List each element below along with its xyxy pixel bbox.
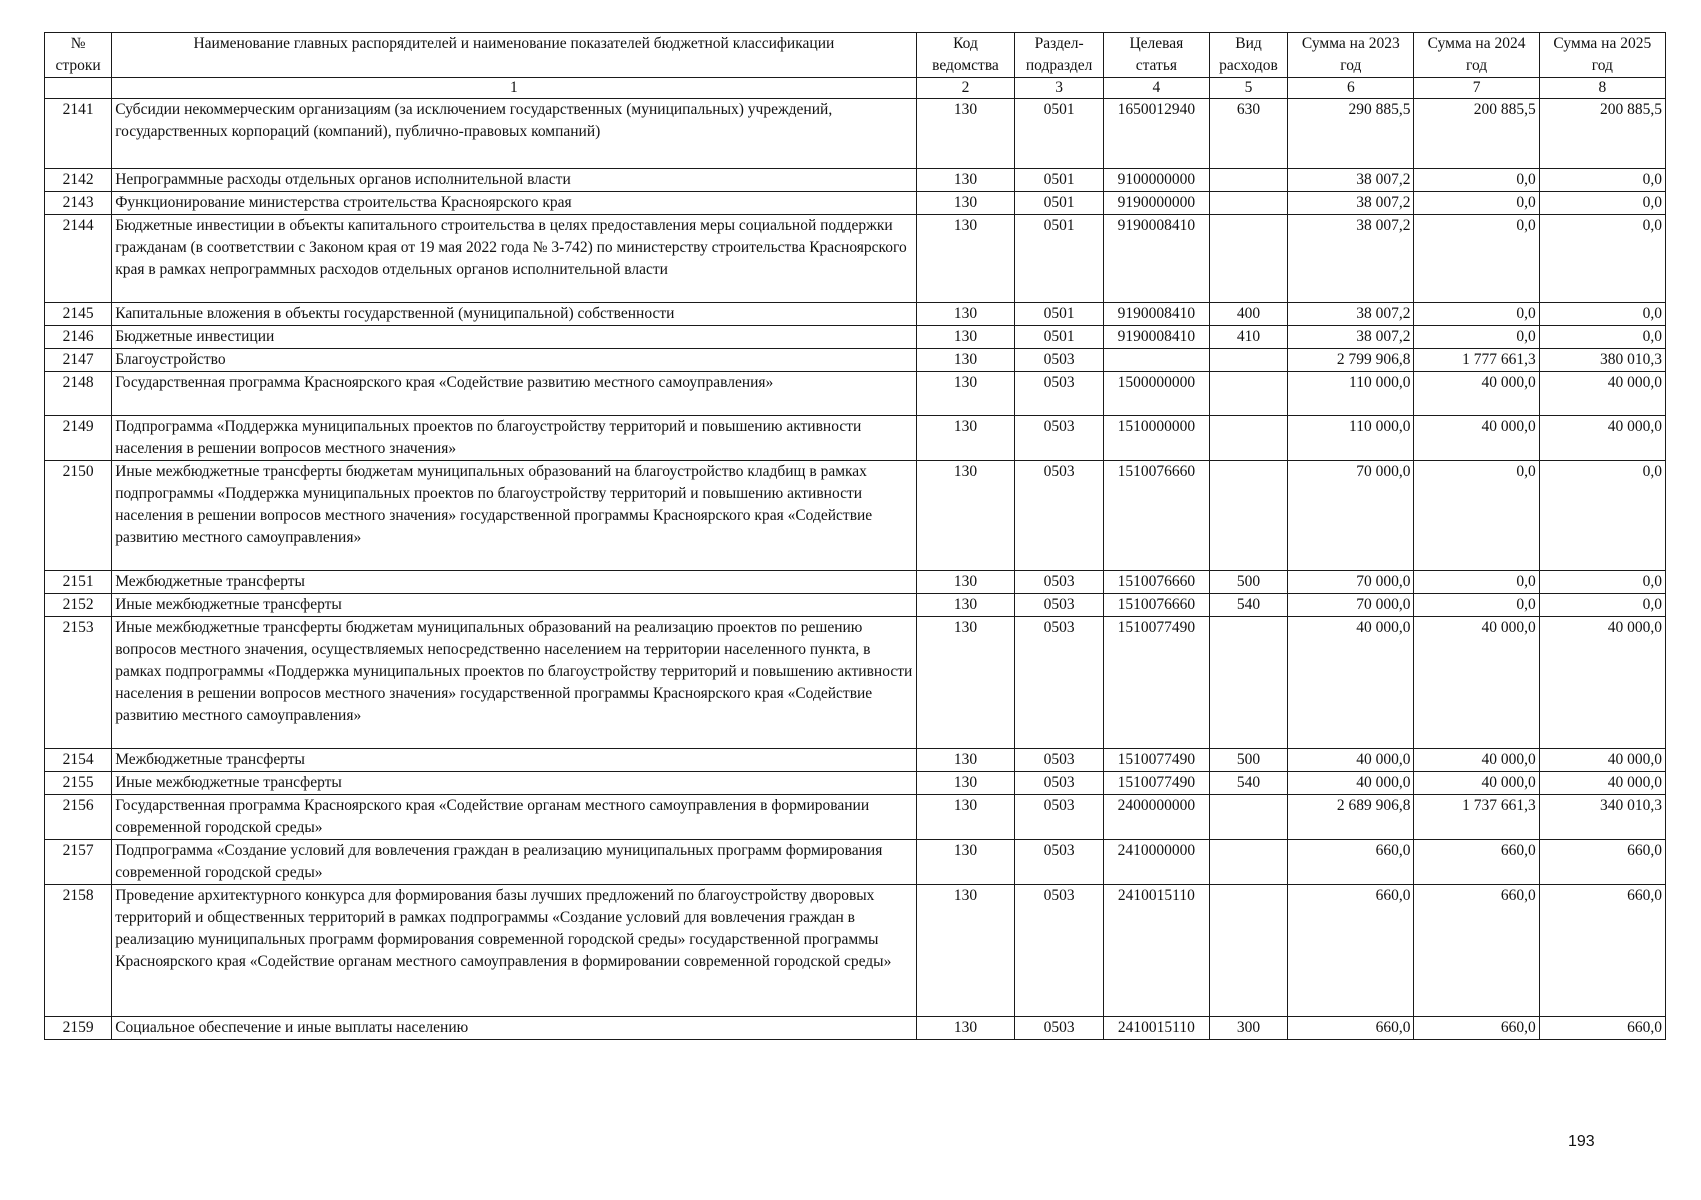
row-sum-2024: 660,0 bbox=[1414, 840, 1539, 885]
table-header bbox=[45, 33, 1666, 99]
table-row bbox=[45, 594, 1666, 617]
table-row bbox=[45, 885, 1666, 1017]
row-expense-type: 540 bbox=[1209, 594, 1287, 617]
row-sum-2025: 40 000,0 bbox=[1539, 772, 1665, 795]
row-name: Государственная программа Красноярского края «Содействие развитию местного самоуправления» bbox=[112, 372, 916, 416]
row-expense-type bbox=[1209, 795, 1287, 840]
row-number: 2142 bbox=[45, 169, 112, 192]
row-number: 2155 bbox=[45, 772, 112, 795]
row-name: Иные межбюджетные трансферты бюджетам муниципальных образований на благоустройство кладбищ в рамках подпрограммы «Поддержка муниципальных проектов по благоустройству территорий и повышению активности населения в решении вопросов местного значения» государственной программы Красноярского края «Содействие развитию местного самоуправления» bbox=[112, 461, 916, 571]
row-target-article: 9190008410 bbox=[1103, 326, 1209, 349]
row-expense-type: 540 bbox=[1209, 772, 1287, 795]
row-sum-2024: 660,0 bbox=[1414, 885, 1539, 1017]
row-section: 0503 bbox=[1015, 571, 1104, 594]
header-dept-code: Код ведомства bbox=[916, 33, 1015, 78]
row-name: Межбюджетные трансферты bbox=[112, 571, 916, 594]
table-row bbox=[45, 372, 1666, 416]
row-sum-2024: 660,0 bbox=[1414, 1017, 1539, 1040]
row-sum-2023: 38 007,2 bbox=[1288, 326, 1414, 349]
row-dept-code: 130 bbox=[916, 303, 1015, 326]
row-number: 2152 bbox=[45, 594, 112, 617]
row-target-article: 1500000000 bbox=[1103, 372, 1209, 416]
row-target-article: 9190000000 bbox=[1103, 192, 1209, 215]
header-sum-2025: Сумма на 2025 год bbox=[1539, 33, 1665, 78]
row-dept-code: 130 bbox=[916, 795, 1015, 840]
row-expense-type: 410 bbox=[1209, 326, 1287, 349]
header-col-num-2: 2 bbox=[916, 78, 1015, 99]
row-number: 2147 bbox=[45, 349, 112, 372]
row-sum-2025: 40 000,0 bbox=[1539, 416, 1665, 461]
row-section: 0503 bbox=[1015, 594, 1104, 617]
row-dept-code: 130 bbox=[916, 349, 1015, 372]
row-number: 2157 bbox=[45, 840, 112, 885]
row-section: 0503 bbox=[1015, 749, 1104, 772]
row-section: 0503 bbox=[1015, 772, 1104, 795]
row-section: 0503 bbox=[1015, 349, 1104, 372]
row-expense-type: 300 bbox=[1209, 1017, 1287, 1040]
row-target-article: 1510077490 bbox=[1103, 749, 1209, 772]
row-expense-type bbox=[1209, 885, 1287, 1017]
row-number: 2150 bbox=[45, 461, 112, 571]
row-sum-2024: 40 000,0 bbox=[1414, 372, 1539, 416]
row-sum-2023: 660,0 bbox=[1288, 1017, 1414, 1040]
row-name: Функционирование министерства строительства Красноярского края bbox=[112, 192, 916, 215]
page-number: 193 bbox=[1568, 1133, 1595, 1150]
row-sum-2025: 40 000,0 bbox=[1539, 617, 1665, 749]
row-sum-2024: 40 000,0 bbox=[1414, 749, 1539, 772]
row-section: 0503 bbox=[1015, 795, 1104, 840]
budget-table bbox=[44, 32, 1666, 1040]
row-sum-2024: 0,0 bbox=[1414, 571, 1539, 594]
row-sum-2024: 0,0 bbox=[1414, 326, 1539, 349]
row-name: Иные межбюджетные трансферты bbox=[112, 594, 916, 617]
row-target-article: 1510077490 bbox=[1103, 772, 1209, 795]
row-name: Субсидии некоммерческим организациям (за исключением государственных (муниципальных) учреждений, государственных корпораций (компаний), публично-правовых компаний) bbox=[112, 99, 916, 169]
row-target-article: 2410000000 bbox=[1103, 840, 1209, 885]
row-section: 0501 bbox=[1015, 303, 1104, 326]
row-section: 0503 bbox=[1015, 1017, 1104, 1040]
row-sum-2023: 70 000,0 bbox=[1288, 594, 1414, 617]
row-section: 0503 bbox=[1015, 617, 1104, 749]
row-name: Бюджетные инвестиции bbox=[112, 326, 916, 349]
row-target-article bbox=[1103, 349, 1209, 372]
table-row bbox=[45, 303, 1666, 326]
row-dept-code: 130 bbox=[916, 594, 1015, 617]
row-target-article: 9190008410 bbox=[1103, 215, 1209, 303]
row-number: 2154 bbox=[45, 749, 112, 772]
row-section: 0501 bbox=[1015, 99, 1104, 169]
row-sum-2025: 660,0 bbox=[1539, 1017, 1665, 1040]
row-target-article: 1510000000 bbox=[1103, 416, 1209, 461]
row-dept-code: 130 bbox=[916, 772, 1015, 795]
header-col-num-blank bbox=[45, 78, 112, 99]
row-dept-code: 130 bbox=[916, 461, 1015, 571]
row-sum-2023: 110 000,0 bbox=[1288, 372, 1414, 416]
header-col-num-5: 5 bbox=[1209, 78, 1287, 99]
row-expense-type bbox=[1209, 840, 1287, 885]
row-sum-2023: 110 000,0 bbox=[1288, 416, 1414, 461]
row-sum-2024: 1 737 661,3 bbox=[1414, 795, 1539, 840]
table-body bbox=[45, 99, 1666, 1040]
row-expense-type bbox=[1209, 169, 1287, 192]
row-expense-type bbox=[1209, 192, 1287, 215]
row-sum-2023: 38 007,2 bbox=[1288, 215, 1414, 303]
row-target-article: 9100000000 bbox=[1103, 169, 1209, 192]
row-sum-2025: 380 010,3 bbox=[1539, 349, 1665, 372]
row-sum-2025: 200 885,5 bbox=[1539, 99, 1665, 169]
row-dept-code: 130 bbox=[916, 840, 1015, 885]
row-expense-type bbox=[1209, 215, 1287, 303]
row-sum-2024: 0,0 bbox=[1414, 215, 1539, 303]
row-dept-code: 130 bbox=[916, 192, 1015, 215]
row-sum-2025: 0,0 bbox=[1539, 571, 1665, 594]
row-sum-2023: 38 007,2 bbox=[1288, 192, 1414, 215]
row-sum-2024: 0,0 bbox=[1414, 303, 1539, 326]
row-sum-2025: 40 000,0 bbox=[1539, 749, 1665, 772]
header-col-num-8: 8 bbox=[1539, 78, 1665, 99]
row-dept-code: 130 bbox=[916, 215, 1015, 303]
row-sum-2023: 38 007,2 bbox=[1288, 169, 1414, 192]
table-row bbox=[45, 461, 1666, 571]
row-dept-code: 130 bbox=[916, 372, 1015, 416]
row-dept-code: 130 bbox=[916, 885, 1015, 1017]
row-sum-2025: 40 000,0 bbox=[1539, 372, 1665, 416]
row-sum-2023: 660,0 bbox=[1288, 885, 1414, 1017]
row-name: Непрограммные расходы отдельных органов исполнительной власти bbox=[112, 169, 916, 192]
table-row bbox=[45, 326, 1666, 349]
row-target-article: 1510077490 bbox=[1103, 617, 1209, 749]
row-sum-2023: 2 689 906,8 bbox=[1288, 795, 1414, 840]
budget-sheet bbox=[44, 32, 1666, 1040]
row-section: 0501 bbox=[1015, 326, 1104, 349]
row-sum-2023: 660,0 bbox=[1288, 840, 1414, 885]
row-sum-2024: 1 777 661,3 bbox=[1414, 349, 1539, 372]
row-sum-2024: 40 000,0 bbox=[1414, 617, 1539, 749]
row-name: Благоустройство bbox=[112, 349, 916, 372]
row-section: 0503 bbox=[1015, 461, 1104, 571]
row-name: Государственная программа Красноярского края «Содействие органам местного самоуправления в формировании современной городской среды» bbox=[112, 795, 916, 840]
row-target-article: 1510076660 bbox=[1103, 571, 1209, 594]
row-number: 2141 bbox=[45, 99, 112, 169]
table-row bbox=[45, 772, 1666, 795]
row-sum-2024: 0,0 bbox=[1414, 169, 1539, 192]
row-sum-2023: 70 000,0 bbox=[1288, 461, 1414, 571]
header-sum-2023: Сумма на 2023 год bbox=[1288, 33, 1414, 78]
table-row bbox=[45, 416, 1666, 461]
row-sum-2025: 0,0 bbox=[1539, 169, 1665, 192]
row-section: 0501 bbox=[1015, 215, 1104, 303]
table-row bbox=[45, 192, 1666, 215]
row-section: 0503 bbox=[1015, 416, 1104, 461]
row-sum-2025: 340 010,3 bbox=[1539, 795, 1665, 840]
table-row bbox=[45, 617, 1666, 749]
row-target-article: 1650012940 bbox=[1103, 99, 1209, 169]
row-sum-2024: 40 000,0 bbox=[1414, 416, 1539, 461]
row-dept-code: 130 bbox=[916, 99, 1015, 169]
table-row bbox=[45, 571, 1666, 594]
row-name: Подпрограмма «Поддержка муниципальных проектов по благоустройству территорий и повышению активности населения в решении вопросов местного значения» bbox=[112, 416, 916, 461]
row-section: 0503 bbox=[1015, 840, 1104, 885]
row-expense-type: 630 bbox=[1209, 99, 1287, 169]
table-row bbox=[45, 99, 1666, 169]
row-dept-code: 130 bbox=[916, 749, 1015, 772]
row-sum-2024: 0,0 bbox=[1414, 192, 1539, 215]
header-sum-2024: Сумма на 2024 год bbox=[1414, 33, 1539, 78]
header-expense-type: Вид расходов bbox=[1209, 33, 1287, 78]
row-sum-2024: 0,0 bbox=[1414, 461, 1539, 571]
row-sum-2025: 0,0 bbox=[1539, 461, 1665, 571]
header-target-article: Целевая статья bbox=[1103, 33, 1209, 78]
row-sum-2025: 0,0 bbox=[1539, 215, 1665, 303]
row-expense-type bbox=[1209, 372, 1287, 416]
table-row bbox=[45, 795, 1666, 840]
header-col-num-6: 6 bbox=[1288, 78, 1414, 99]
row-sum-2025: 0,0 bbox=[1539, 326, 1665, 349]
row-target-article: 2410015110 bbox=[1103, 885, 1209, 1017]
header-col-num-7: 7 bbox=[1414, 78, 1539, 99]
table-row bbox=[45, 840, 1666, 885]
row-dept-code: 130 bbox=[916, 571, 1015, 594]
row-number: 2148 bbox=[45, 372, 112, 416]
row-dept-code: 130 bbox=[916, 326, 1015, 349]
row-sum-2025: 0,0 bbox=[1539, 594, 1665, 617]
header-col-num-3: 3 bbox=[1015, 78, 1104, 99]
row-number: 2146 bbox=[45, 326, 112, 349]
row-section: 0503 bbox=[1015, 885, 1104, 1017]
row-expense-type: 500 bbox=[1209, 571, 1287, 594]
row-sum-2025: 0,0 bbox=[1539, 303, 1665, 326]
row-name: Социальное обеспечение и иные выплаты населению bbox=[112, 1017, 916, 1040]
table-row bbox=[45, 1017, 1666, 1040]
row-sum-2025: 660,0 bbox=[1539, 840, 1665, 885]
row-name: Бюджетные инвестиции в объекты капитального строительства в целях предоставления меры социальной поддержки гражданам (в соответствии с Законом края от 19 мая 2022 года № 3-742) по министерству строительства Красноярского края в рамках непрограммных расходов отдельных органов исполнительной власти bbox=[112, 215, 916, 303]
row-sum-2023: 38 007,2 bbox=[1288, 303, 1414, 326]
row-target-article: 2400000000 bbox=[1103, 795, 1209, 840]
row-sum-2023: 290 885,5 bbox=[1288, 99, 1414, 169]
row-expense-type bbox=[1209, 416, 1287, 461]
header-name: Наименование главных распорядителей и наименование показателей бюджетной классификации bbox=[112, 33, 916, 78]
row-expense-type bbox=[1209, 617, 1287, 749]
row-sum-2025: 0,0 bbox=[1539, 192, 1665, 215]
row-number: 2143 bbox=[45, 192, 112, 215]
row-name: Иные межбюджетные трансферты bbox=[112, 772, 916, 795]
row-sum-2023: 70 000,0 bbox=[1288, 571, 1414, 594]
row-sum-2023: 40 000,0 bbox=[1288, 749, 1414, 772]
header-row-no: № строки bbox=[45, 33, 112, 78]
table-row bbox=[45, 215, 1666, 303]
row-dept-code: 130 bbox=[916, 617, 1015, 749]
row-name: Подпрограмма «Создание условий для вовлечения граждан в реализацию муниципальных программ формирования современной городской среды» bbox=[112, 840, 916, 885]
row-sum-2024: 40 000,0 bbox=[1414, 772, 1539, 795]
row-section: 0501 bbox=[1015, 169, 1104, 192]
row-name: Капитальные вложения в объекты государственной (муниципальной) собственности bbox=[112, 303, 916, 326]
header-col-num-1: 1 bbox=[112, 78, 916, 99]
row-dept-code: 130 bbox=[916, 169, 1015, 192]
header-col-num-4: 4 bbox=[1103, 78, 1209, 99]
row-sum-2025: 660,0 bbox=[1539, 885, 1665, 1017]
row-expense-type: 400 bbox=[1209, 303, 1287, 326]
header-section: Раздел-подраздел bbox=[1015, 33, 1104, 78]
row-expense-type: 500 bbox=[1209, 749, 1287, 772]
row-sum-2023: 40 000,0 bbox=[1288, 617, 1414, 749]
row-expense-type bbox=[1209, 461, 1287, 571]
row-dept-code: 130 bbox=[916, 416, 1015, 461]
row-number: 2158 bbox=[45, 885, 112, 1017]
table-row bbox=[45, 349, 1666, 372]
row-number: 2144 bbox=[45, 215, 112, 303]
row-section: 0501 bbox=[1015, 192, 1104, 215]
row-sum-2024: 200 885,5 bbox=[1414, 99, 1539, 169]
table-row bbox=[45, 749, 1666, 772]
row-name: Проведение архитектурного конкурса для формирования базы лучших предложений по благоустройству дворовых территорий и общественных территорий в рамках подпрограммы «Создание условий для вовлечения граждан в реализацию муниципальных программ формирования современной городской среды» государственной программы Красноярского края «Содействие органам местного самоуправления в формировании современной городской среды» bbox=[112, 885, 916, 1017]
row-number: 2149 bbox=[45, 416, 112, 461]
row-sum-2024: 0,0 bbox=[1414, 594, 1539, 617]
row-number: 2156 bbox=[45, 795, 112, 840]
row-target-article: 9190008410 bbox=[1103, 303, 1209, 326]
row-sum-2023: 2 799 906,8 bbox=[1288, 349, 1414, 372]
row-number: 2153 bbox=[45, 617, 112, 749]
row-number: 2159 bbox=[45, 1017, 112, 1040]
row-name: Иные межбюджетные трансферты бюджетам муниципальных образований на реализацию проектов по решению вопросов местного значения, осуществляемых непосредственно населением на территории населенного пункта, в рамках подпрограммы «Поддержка муниципальных проектов по благоустройству территорий и повышению активности населения в решении вопросов местного значения» государственной программы Красноярского края «Содействие развитию местного самоуправления» bbox=[112, 617, 916, 749]
row-target-article: 1510076660 bbox=[1103, 594, 1209, 617]
row-expense-type bbox=[1209, 349, 1287, 372]
table-row bbox=[45, 169, 1666, 192]
row-name: Межбюджетные трансферты bbox=[112, 749, 916, 772]
row-number: 2151 bbox=[45, 571, 112, 594]
row-dept-code: 130 bbox=[916, 1017, 1015, 1040]
row-target-article: 2410015110 bbox=[1103, 1017, 1209, 1040]
row-section: 0503 bbox=[1015, 372, 1104, 416]
row-target-article: 1510076660 bbox=[1103, 461, 1209, 571]
row-sum-2023: 40 000,0 bbox=[1288, 772, 1414, 795]
row-number: 2145 bbox=[45, 303, 112, 326]
